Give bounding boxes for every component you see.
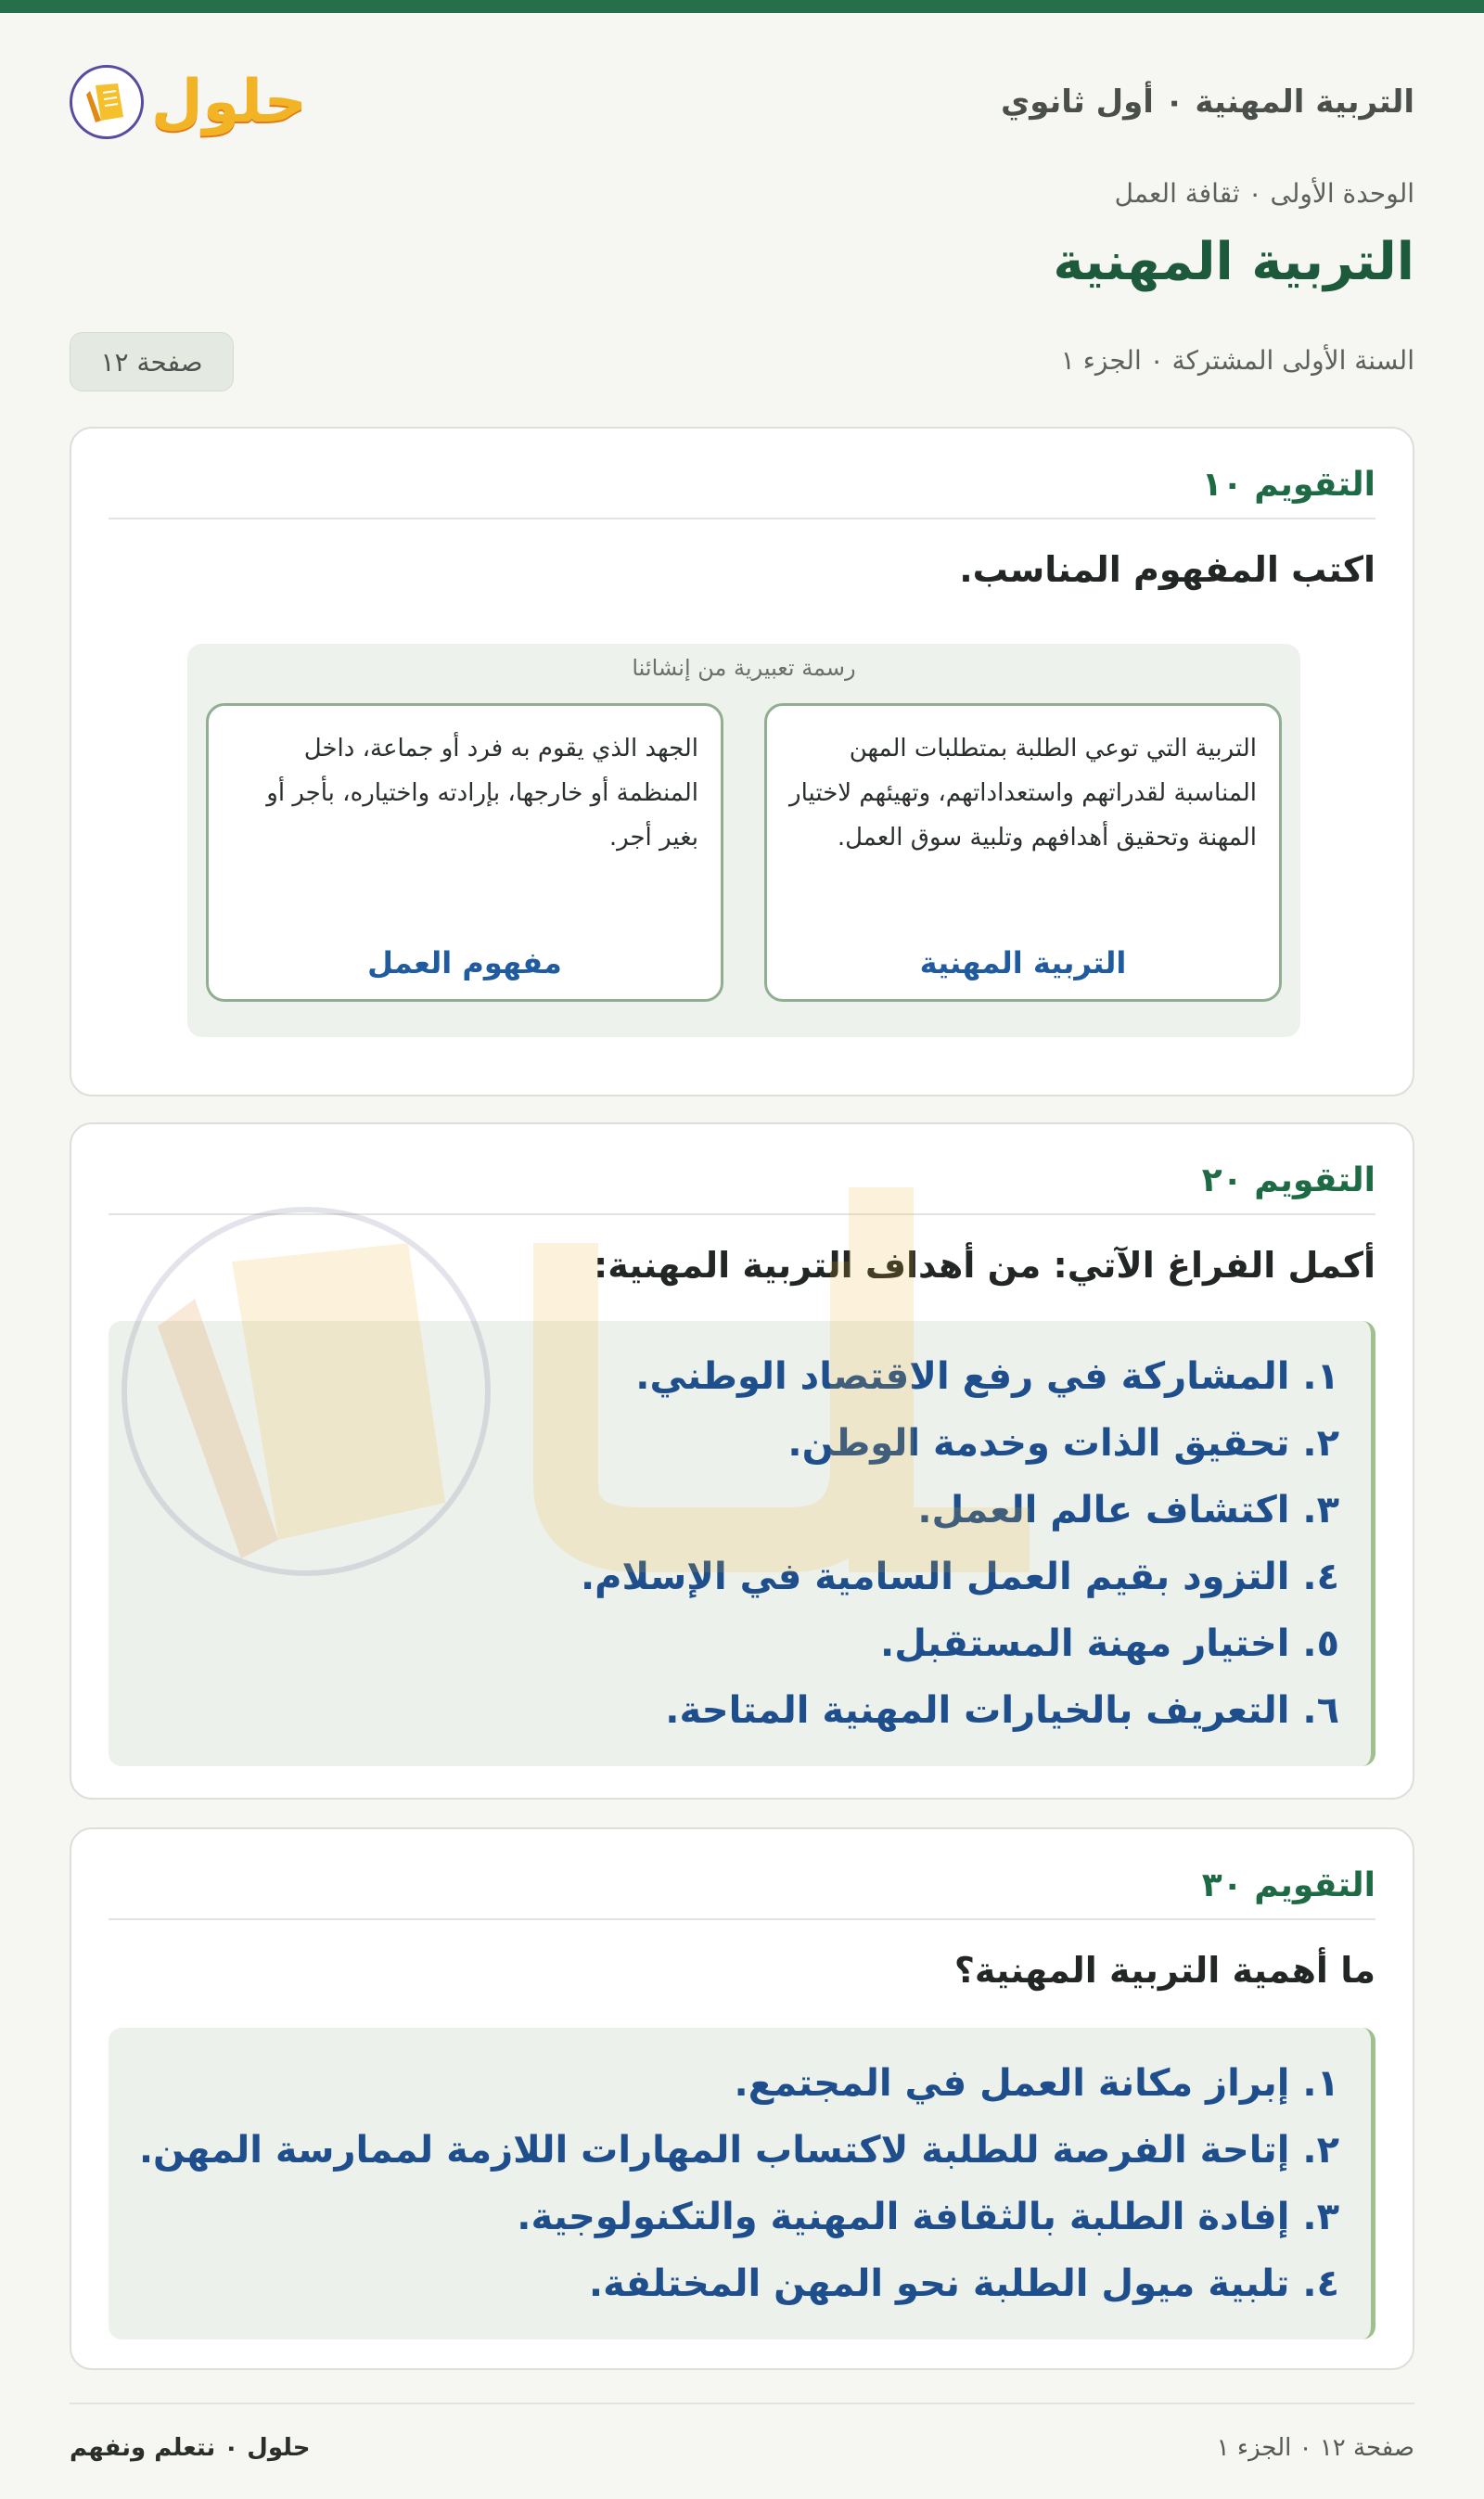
evaluation-card-1: [70, 427, 1414, 1096]
concept-illustration: [187, 644, 1300, 1037]
answer-item: ٦. التعريف بالخيارات المهنية المتاحة.: [665, 1689, 1339, 1732]
concept-description: التربية التي توعي الطلبة بمتطلبات المهن المناسبة لقدراتهم واستعداداتهم، وتهيئهم لاختيار المهنة وتحقيق أهدافهم وتلبية سوق العمل.: [789, 735, 1257, 852]
page-header: [70, 65, 1414, 139]
answer-item: ٢. تحقيق الذات وخدمة الوطن.: [787, 1422, 1339, 1465]
year-label: السنة الأولى المشتركة ٠ الجزء ١: [1060, 345, 1414, 376]
footer-brand: حلول ٠ نتعلم ونفهم: [70, 2434, 311, 2462]
concept-box: [764, 703, 1282, 1002]
answer-list: [109, 1321, 1375, 1766]
header-title: التربية المهنية ٠ أول ثانوي: [1001, 83, 1414, 121]
question-text: أكمل الفراغ الآتي: من أهداف التربية المهنية:: [594, 1245, 1375, 1286]
logo-text: حلول: [151, 68, 307, 136]
answer-item: ٢. إتاحة الفرصة للطلبة لاكتساب المهارات اللازمة لممارسة المهن.: [138, 2129, 1339, 2172]
book-icon: [70, 65, 144, 139]
question-text: اكتب المفهوم المناسب.: [959, 549, 1375, 590]
card-heading: [109, 1866, 1375, 1920]
footer-page-info: صفحة ١٢ ٠ الجزء ١: [1216, 2434, 1414, 2462]
card-heading: [109, 466, 1375, 519]
illustration-caption: رسمة تعبيرية من إنشائنا: [632, 655, 856, 681]
top-accent-bar: [0, 0, 1484, 13]
answer-list: [109, 2028, 1375, 2339]
answer-item: ١. إبراز مكانة العمل في المجتمع.: [734, 2062, 1339, 2105]
page-badge: صفحة ١٢: [70, 332, 234, 391]
card-heading: [109, 1161, 1375, 1215]
card-heading-text: التقويم ٣٠: [1201, 1866, 1375, 1904]
concept-name: التربية المهنية: [919, 945, 1127, 980]
page-title: التربية المهنية: [1053, 232, 1414, 292]
card-heading-text: التقويم ٢٠: [1201, 1161, 1375, 1199]
answer-item: ٤. تلبية ميول الطلبة نحو المهن المختلفة.: [588, 2262, 1339, 2305]
card-heading-text: التقويم ١٠: [1201, 466, 1375, 504]
evaluation-card-2: [70, 1122, 1414, 1800]
site-logo[interactable]: [70, 65, 307, 139]
concept-box: [206, 703, 723, 1002]
answer-item: ٤. التزود بقيم العمل السامية في الإسلام.: [580, 1556, 1339, 1598]
evaluation-card-3: [70, 1827, 1414, 2370]
concept-description: الجهد الذي يقوم به فرد أو جماعة، داخل المنظمة أو خارجها، بإرادته واختياره، بأجر أو بغير أجر.: [266, 735, 698, 852]
question-text: ما أهمية التربية المهنية؟: [953, 1950, 1375, 1991]
answer-item: ٣. إفادة الطلبة بالثقافة المهنية والتكنولوجية.: [517, 2196, 1339, 2238]
answer-item: ٣. اكتشاف عالم العمل.: [917, 1489, 1339, 1531]
concept-name: مفهوم العمل: [367, 945, 562, 980]
answer-item: ٥. اختيار مهنة المستقبل.: [880, 1622, 1339, 1665]
unit-label: الوحدة الأولى ٠ ثقافة العمل: [1114, 178, 1414, 209]
page-footer: [70, 2403, 1414, 2462]
answer-item: ١. المشاركة في رفع الاقتصاد الوطني.: [635, 1355, 1339, 1398]
